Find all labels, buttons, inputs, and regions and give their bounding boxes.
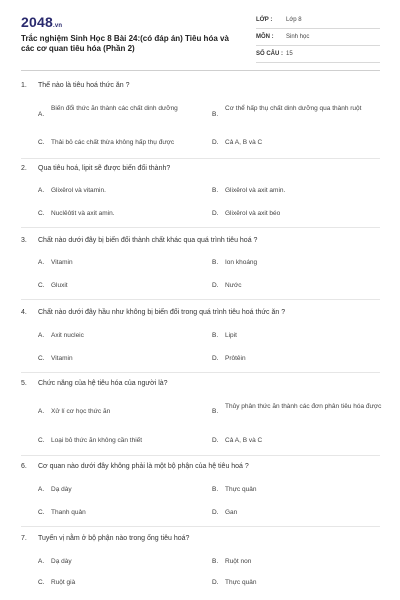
option-text: Cả A, B và C	[225, 437, 263, 444]
meta-subject-value: Sinh học	[286, 34, 310, 40]
question-separator	[21, 455, 380, 456]
option-text: Biến đổi thức ăn thành các chất dinh dưỡng	[51, 105, 178, 112]
question-number: 2.	[21, 165, 27, 172]
question-separator	[21, 372, 380, 373]
option-text: Gan	[225, 509, 238, 516]
option-text: Glixêrol và axit amin.	[225, 187, 286, 194]
option-letter: C.	[38, 139, 45, 146]
option-letter: B.	[212, 332, 219, 339]
question-6	[21, 463, 380, 523]
option-letter: A.	[38, 111, 45, 118]
option-text: Dạ dày	[51, 486, 72, 493]
logo-suffix: .vn	[52, 23, 63, 29]
question-text	[21, 380, 168, 387]
question-text	[21, 309, 285, 316]
document-title: Trắc nghiệm Sinh Học 8 Bài 24:(có đáp án) Tiêu hóa và các cơ quan tiêu hóa (Phần 2)	[21, 34, 229, 53]
question-number: 5.	[21, 380, 27, 387]
option-letter: A.	[38, 259, 45, 266]
option-letter: B.	[212, 111, 219, 118]
option-text: Ruột non	[225, 558, 252, 565]
meta-subject	[256, 29, 380, 46]
question-text	[21, 463, 249, 470]
option-letter: B.	[212, 558, 219, 565]
option-letter: D.	[212, 282, 219, 289]
meta-grade-key: LỚP :	[256, 17, 273, 23]
option-letter: A.	[38, 486, 45, 493]
option-letter: D.	[212, 139, 219, 146]
meta-count-value: 15	[286, 51, 293, 57]
meta-question-count	[256, 46, 380, 63]
question-label: Qua tiêu hoá, lipit sẽ được biến đổi thành?	[38, 165, 171, 172]
question-separator	[21, 227, 380, 228]
document-meta	[256, 12, 380, 63]
option-text: Prôtêin	[225, 355, 246, 362]
option-letter: C.	[38, 579, 45, 586]
question-7	[21, 535, 380, 595]
question-3	[21, 237, 380, 297]
option-letter: C.	[38, 509, 45, 516]
option-text: Thải bỏ các chất thừa không hấp thụ được	[51, 139, 175, 146]
question-separator	[21, 158, 380, 159]
option-text: Nuclêôtit và axit amin.	[51, 210, 115, 217]
question-label: Tuyến vị nằm ở bộ phận nào trong ống tiêu hoá?	[38, 535, 190, 542]
question-number: 1.	[21, 82, 27, 89]
option-letter: A.	[38, 187, 45, 194]
question-label: Chất nào dưới đây hầu như không bị biến đổi trong quá trình tiêu hoá thức ăn ?	[38, 309, 286, 316]
option-text: Thủy phân thức ăn thành các đơn phân tiêu hóa được	[225, 403, 382, 410]
question-5	[21, 380, 380, 452]
option-text: Lipit	[225, 332, 237, 339]
option-text: Gluxit	[51, 282, 68, 289]
question-label: Chức năng của hệ tiêu hóa của người là?	[38, 380, 168, 387]
page-header	[0, 0, 400, 66]
option-text: Dạ dày	[51, 558, 72, 565]
option-text: Cả A, B và C	[225, 139, 263, 146]
option-text: Xử lí cơ học thức ăn	[51, 408, 111, 415]
question-number: 4.	[21, 309, 27, 316]
option-letter: B.	[212, 259, 219, 266]
question-label: Chất nào dưới đây bị biến đổi thành chất khác qua quá trình tiêu hoá ?	[38, 237, 258, 244]
site-logo[interactable]	[21, 14, 62, 30]
option-text: Glixêrol và axit béo	[225, 210, 281, 217]
option-letter: D.	[212, 210, 219, 217]
option-letter: C.	[38, 210, 45, 217]
logo-text: 2048	[21, 14, 53, 30]
meta-count-key: SỐ CÂU :	[256, 51, 283, 57]
question-label: Cơ quan nào dưới đây không phải là một bộ phận của hệ tiêu hoá ?	[38, 463, 249, 470]
question-separator	[21, 526, 380, 527]
option-text: Ion khoáng	[225, 259, 258, 266]
option-text: Thực quản	[225, 486, 257, 493]
meta-subject-key: MÔN :	[256, 34, 274, 40]
option-letter: C.	[38, 355, 45, 362]
meta-grade	[256, 12, 380, 29]
option-letter: A.	[38, 408, 45, 415]
option-text: Nước	[225, 282, 242, 289]
option-text: Vitamin	[51, 259, 73, 266]
option-letter: A.	[38, 558, 45, 565]
question-text	[21, 237, 257, 244]
option-letter: D.	[212, 355, 219, 362]
option-letter: B.	[212, 486, 219, 493]
question-separator	[21, 299, 380, 300]
question-number: 3.	[21, 237, 27, 244]
meta-grade-value: Lớp 8	[286, 17, 302, 23]
option-letter: C.	[38, 437, 45, 444]
option-letter: B.	[212, 187, 219, 194]
option-text: Ruột già	[51, 579, 76, 586]
option-text: Vitamin	[51, 355, 73, 362]
option-letter: B.	[212, 408, 219, 415]
option-text: Loại bỏ thức ăn không cần thiết	[51, 437, 143, 444]
option-letter: D.	[212, 579, 219, 586]
option-text: Thực quản	[225, 579, 257, 586]
option-letter: D.	[212, 437, 219, 444]
question-text	[21, 535, 189, 542]
option-text: Cơ thể hấp thụ chất dinh dưỡng qua thành ruột	[225, 105, 362, 112]
question-text	[21, 82, 129, 89]
header-divider	[21, 70, 380, 71]
question-number: 6.	[21, 463, 27, 470]
option-text: Axit nucleic	[51, 332, 84, 339]
question-number: 7.	[21, 535, 27, 542]
option-text: Glixêrol và vitamin.	[51, 187, 106, 194]
option-letter: A.	[38, 332, 45, 339]
option-text: Thanh quản	[51, 509, 86, 516]
question-label: Thế nào là tiêu hoá thức ăn ?	[38, 82, 130, 89]
question-1	[21, 82, 380, 152]
option-letter: C.	[38, 282, 45, 289]
question-text	[21, 165, 170, 172]
question-4	[21, 309, 380, 369]
question-2	[21, 165, 380, 225]
option-letter: D.	[212, 509, 219, 516]
